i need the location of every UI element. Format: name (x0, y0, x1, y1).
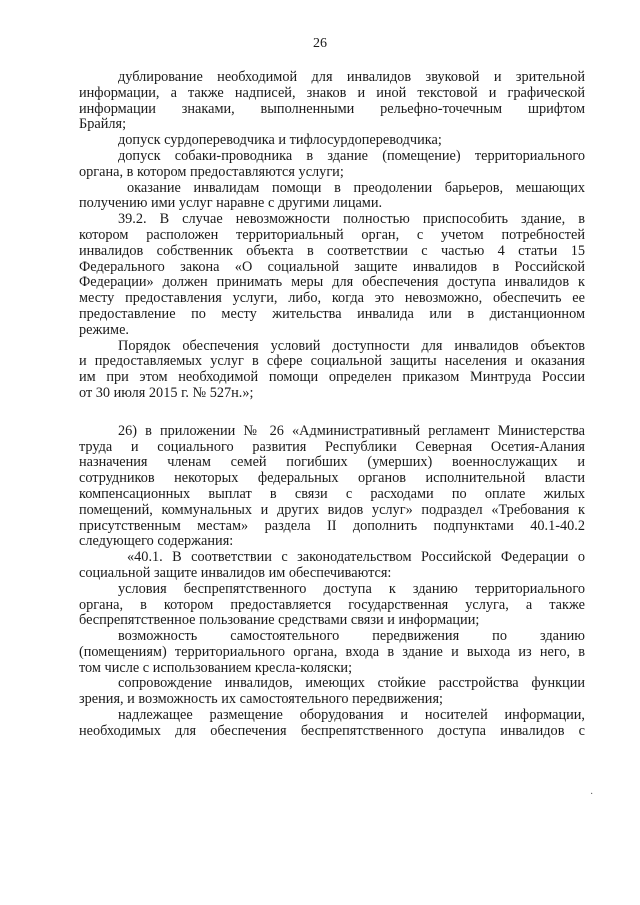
page-number: 26 (313, 36, 327, 51)
text-line: беспрепятственное пользование средствами связи и информации; (79, 613, 480, 629)
paragraph-sign-interpreter (79, 133, 585, 149)
text-line: им при этом необходимой помощи определен приказом Минтруда России (79, 370, 585, 386)
text-line: от 30 июля 2015 г. № 527н.»; (79, 385, 254, 401)
paragraph-gap (79, 402, 585, 424)
text-line: Брайля; (79, 117, 127, 133)
text-line: возможность самостоятельного передвижения по зданию (118, 629, 585, 645)
text-line: 39.2. В случае невозможности полностью приспособить здание, в (118, 212, 585, 228)
text-line: зрения, и возможность их самостоятельного передвижения; (79, 692, 443, 708)
text-line: котором расположен территориальный орган, с учетом потребностей (79, 227, 585, 243)
text-line: том числе с использованием кресла-коляски; (79, 660, 353, 676)
text-line: социальной защите инвалидов им обеспечиваются: (79, 565, 392, 581)
text-line: оказание инвалидам помощи в преодолении барьеров, мешающих (127, 180, 585, 196)
text-line: режиме. (79, 322, 129, 338)
text-line: органа, в котором предоставляется государственная услуга, а также (79, 597, 585, 613)
text-line: предоставление по месту жительства инвалида или в дистанционном (79, 306, 585, 322)
text-line: получению ими услуг наравне с другими лицами. (79, 196, 383, 212)
paragraph-39-2 (79, 212, 585, 338)
text-line: необходимых для обеспечения беспрепятственного доступа инвалидов с (79, 723, 585, 739)
text-line: допуск собаки-проводника в здание (помещение) территориального (118, 148, 585, 164)
document-body (79, 70, 585, 740)
text-line: и предоставляемых услуг в сфере социальной защиты населения и оказания (79, 354, 585, 370)
paragraph-guide-dog (79, 149, 585, 181)
text-line: Федерации» должен принимать меры для обеспечения доступа инвалидов к (79, 275, 585, 291)
text-line: назначения членам семей погибших (умерших) военнослужащих и (79, 455, 585, 471)
paragraph-access-conditions (79, 582, 585, 629)
text-line: информации знаками, выполненными рельефно-точечным шрифтом (79, 101, 585, 117)
text-line: следующего содержания: (79, 534, 234, 550)
text-line: (помещениям) территориального органа, входа в здание и выхода из него, в (79, 644, 585, 660)
paragraph-movement (79, 629, 585, 676)
paragraph-duplication (79, 70, 585, 133)
text-line: дублирование необходимой для инвалидов звуковой и зрительной (118, 70, 585, 85)
text-line: органа, в котором предоставляются услуги; (79, 164, 344, 180)
text-line: 26) в приложении № 26 «Административный регламент Министерства (118, 423, 585, 439)
paragraph-40-1 (79, 550, 585, 582)
text-line: условия беспрепятственного доступа к зданию территориального (118, 581, 585, 597)
paragraph-equipment (79, 708, 585, 740)
paragraph-assistance (79, 181, 585, 213)
text-line: труда и социального развития Республики Северная Осетия-Алания (79, 439, 585, 455)
paragraph-item-26 (79, 424, 585, 550)
text-line: помещений, коммунальных и других видов услуг» подраздел «Требования к (79, 502, 585, 518)
paragraph-escort (79, 676, 585, 708)
text-line: инвалидов собственник объекта в соответствии с частью 4 статьи 15 (79, 243, 585, 259)
text-line: присутственным местам» раздела II дополнить подпунктами 40.1-40.2 (79, 518, 585, 534)
paragraph-procedure (79, 339, 585, 402)
text-line: надлежащее размещение оборудования и носителей информации, (118, 708, 585, 724)
text-line: сотрудников некоторых федеральных органов исполнительной власти (79, 471, 585, 487)
text-line: информации, а также надписей, знаков и иной текстовой и графической (79, 85, 585, 101)
text-line: допуск сурдопереводчика и тифлосурдопереводчика; (118, 133, 442, 149)
scan-speck: · (590, 789, 594, 800)
text-line: месту предоставления услуги, либо, когда это невозможно, обеспечить ее (79, 291, 585, 307)
text-line: «40.1. В соответствии с законодательством Российской Федерации о (127, 550, 585, 566)
text-line: сопровождение инвалидов, имеющих стойкие расстройства функции (118, 676, 585, 692)
text-line: Порядок обеспечения условий доступности для инвалидов объектов (118, 338, 585, 354)
text-line: компенсационных выплат в связи с расходами по оплате жилых (79, 486, 585, 502)
text-line: Федерального закона «О социальной защите инвалидов в Российской (79, 259, 585, 275)
